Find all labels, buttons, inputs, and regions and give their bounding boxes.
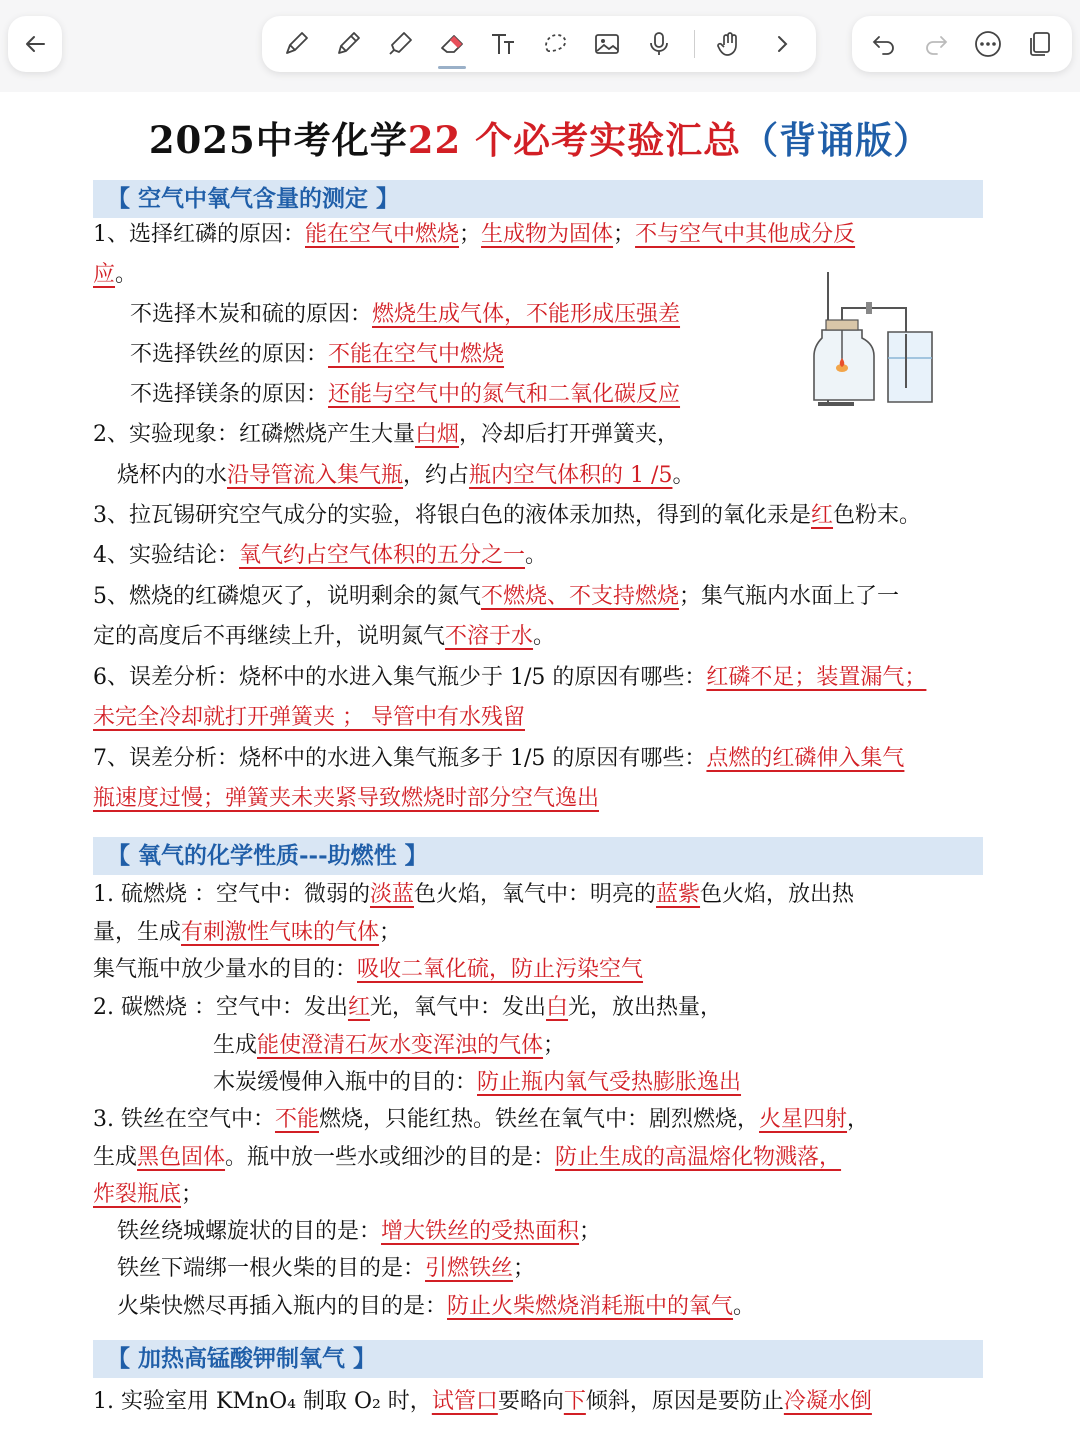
- answer-blank: 白烟: [415, 422, 460, 447]
- answer-blank: 试管口: [431, 1389, 498, 1414]
- answer-blank: 蓝紫: [656, 882, 701, 907]
- answer-blank: 下: [563, 1389, 586, 1414]
- text-segment: 。: [525, 543, 548, 568]
- text-line: [213, 1068, 741, 1098]
- pencil-icon[interactable]: [331, 27, 365, 61]
- text-segment: ；: [543, 1033, 566, 1058]
- text-tool-icon[interactable]: [487, 27, 521, 61]
- text-segment: ；: [513, 1256, 536, 1281]
- text-segment: 2、实验现象：红磷燃烧产生大量: [93, 422, 415, 447]
- lasso-icon[interactable]: [538, 27, 572, 61]
- answer-blank: 不溶于水: [445, 624, 534, 649]
- answer-blank: 未完全冷却就打开弹簧夹 ； 导管中有水残留: [93, 705, 525, 730]
- text-segment: 3. 铁丝在空气中：: [93, 1107, 275, 1132]
- text-segment: 。: [533, 624, 556, 649]
- pen-icon[interactable]: [279, 27, 313, 61]
- text-line: [93, 1105, 869, 1135]
- text-segment: 色火焰，放出热: [700, 882, 855, 907]
- text-segment: ；: [181, 1182, 204, 1207]
- answer-blank: 吸收二氧化硫，防止污染空气: [357, 957, 644, 982]
- text-line: [93, 622, 555, 652]
- text-line: [117, 1217, 601, 1247]
- text-line: [93, 1143, 841, 1173]
- answer-blank: 白: [546, 995, 569, 1020]
- answer-blank: 淡蓝: [369, 882, 414, 907]
- text-segment: 不选择木炭和硫的原因：: [130, 302, 373, 327]
- text-segment: 。: [733, 1294, 756, 1319]
- title-part-red: 22 个必考实验汇总: [407, 118, 742, 162]
- arrow-left-icon: [18, 27, 52, 61]
- answer-blank: 炸裂瓶底: [93, 1182, 182, 1207]
- text-segment: 集气瓶中放少量水的目的：: [93, 957, 358, 982]
- answer-blank: 防止火柴燃烧消耗瓶中的氧气: [447, 1294, 734, 1319]
- eraser-icon[interactable]: [435, 27, 469, 61]
- text-segment: 木炭缓慢伸入瓶中的目的：: [213, 1070, 478, 1095]
- text-line: [93, 663, 926, 693]
- text-segment: 5、燃烧的红磷熄灭了，说明剩余的氮气: [93, 584, 481, 609]
- text-segment: ；集气瓶内水面上了一: [679, 584, 900, 609]
- answer-blank: 不燃烧、不支持燃烧: [481, 584, 680, 609]
- text-line: [117, 1292, 755, 1322]
- text-segment: 6、误差分析：烧杯中的水进入集气瓶少于 1/5 的原因有哪些：: [93, 665, 707, 690]
- toolbar-divider: [694, 30, 695, 58]
- image-icon[interactable]: [590, 27, 624, 61]
- answer-blank: 能使澄清石灰水变浑浊的气体: [257, 1033, 544, 1058]
- text-segment: 7、误差分析：烧杯中的水进入集气瓶多于 1/5 的原因有哪些：: [93, 746, 707, 771]
- section-heading-kmno4: 【 加热高锰酸钾制氧气 】: [93, 1340, 983, 1378]
- text-segment: 1、选择红磷的原因：: [93, 222, 305, 247]
- text-line: [93, 918, 401, 948]
- answer-blank: 有刺激性气味的气体: [181, 920, 380, 945]
- text-segment: 倾斜，原因是要防止: [585, 1389, 784, 1414]
- text-line: [93, 784, 599, 814]
- text-line: [93, 744, 904, 774]
- highlighter-icon[interactable]: [383, 27, 417, 61]
- text-segment: 不选择镁条的原因：: [130, 382, 329, 407]
- text-segment: ，: [847, 1107, 870, 1132]
- text-segment: 定的高度后不再继续上升，说明氮气: [93, 624, 446, 649]
- answer-blank: 还能与空气中的氮气和二氧化碳反应: [328, 382, 681, 407]
- text-segment: 2. 碳燃烧 ：空气中：发出: [93, 995, 348, 1020]
- text-segment: 。: [115, 262, 138, 287]
- answer-blank: 沿导管流入集气瓶: [227, 463, 404, 488]
- chevron-right-icon[interactable]: [765, 27, 799, 61]
- text-segment: ；: [613, 222, 636, 247]
- text-segment: 不选择铁丝的原因：: [130, 342, 329, 367]
- apparatus-diagram: [800, 268, 940, 408]
- page-title: [0, 110, 1080, 164]
- undo-icon[interactable]: [867, 27, 901, 61]
- text-segment: 色粉末。: [833, 503, 922, 528]
- actions-bar: [852, 16, 1072, 72]
- text-segment: 生成: [93, 1145, 138, 1170]
- text-segment: 铁丝绕城螺旋状的目的是：: [117, 1219, 382, 1244]
- text-segment: ，冷却后打开弹簧夹，: [459, 422, 680, 447]
- answer-blank: 红磷不足；装置漏气；: [706, 665, 927, 690]
- text-segment: 1. 实验室用 KMnO₄ 制取 O₂ 时，: [93, 1389, 432, 1414]
- text-line: [93, 1180, 203, 1210]
- text-line: [93, 955, 643, 985]
- answer-blank: 冷凝水倒: [783, 1389, 872, 1414]
- answer-blank: 增大铁丝的受热面积: [381, 1219, 580, 1244]
- text-segment: 光，氧气中：发出: [370, 995, 547, 1020]
- answer-blank: 火星四射: [759, 1107, 848, 1132]
- text-line: [93, 993, 722, 1023]
- back-button[interactable]: [8, 16, 62, 72]
- answer-blank: 防止瓶内氧气受热膨胀逸出: [477, 1070, 742, 1095]
- answer-blank: 不能: [274, 1107, 319, 1132]
- text-line: [93, 1387, 872, 1417]
- text-line: [130, 340, 504, 370]
- text-segment: 。瓶中放一些水或细沙的目的是：: [225, 1145, 556, 1170]
- text-segment: 烧杯内的水: [117, 463, 228, 488]
- text-line: [93, 541, 547, 571]
- answer-blank: 不能在空气中燃烧: [328, 342, 505, 367]
- text-segment: 铁丝下端绑一根火柴的目的是：: [117, 1256, 426, 1281]
- text-line: [93, 582, 899, 612]
- redo-icon[interactable]: [919, 27, 953, 61]
- section-heading-oxygen-content: 【 空气中氧气含量的测定 】: [93, 180, 983, 218]
- section-heading-oxygen-properties: 【 氧气的化学性质---助燃性 】: [93, 837, 983, 875]
- answer-blank: 黑色固体: [137, 1145, 226, 1170]
- text-segment: ；: [579, 1219, 602, 1244]
- answer-blank: 瓶内空气体积的 1 /5: [469, 463, 673, 488]
- text-line: [93, 703, 525, 733]
- text-segment: 量，生成: [93, 920, 182, 945]
- title-part-black: 2025中考化学: [148, 118, 408, 162]
- microphone-icon[interactable]: [642, 27, 676, 61]
- text-line: [93, 260, 137, 290]
- note-page[interactable]: [0, 92, 1080, 1440]
- pages-icon[interactable]: [1023, 27, 1057, 61]
- tools-bar: [262, 16, 816, 72]
- text-segment: 光，放出热量，: [568, 995, 723, 1020]
- text-line: [93, 420, 679, 450]
- text-line: [93, 880, 854, 910]
- more-icon[interactable]: [971, 27, 1005, 61]
- text-segment: 1. 硫燃烧 ：空气中：微弱的: [93, 882, 370, 907]
- answer-blank: 燃烧生成气体，不能形成压强差: [372, 302, 681, 327]
- answer-blank: 点燃的红磷伸入集气: [706, 746, 905, 771]
- text-segment: 。: [672, 463, 695, 488]
- text-segment: 4、实验结论：: [93, 543, 239, 568]
- text-segment: ；: [379, 920, 402, 945]
- answer-blank: 瓶速度过慢；弹簧夹未夹紧导致燃烧时部分空气逸出: [93, 786, 600, 811]
- text-segment: 火柴快燃尽再插入瓶内的目的是：: [117, 1294, 448, 1319]
- text-line: [93, 501, 921, 531]
- text-segment: 燃烧，只能红热。铁丝在氧气中：剧烈燃烧，: [319, 1107, 760, 1132]
- answer-blank: 红: [811, 503, 834, 528]
- answer-blank: 不与空气中其他成分反: [635, 222, 856, 247]
- text-segment: ；: [459, 222, 482, 247]
- title-part-blue: （背诵版）: [741, 118, 932, 162]
- text-line: [117, 461, 694, 491]
- text-line: [130, 380, 680, 410]
- text-segment: 3、拉瓦锡研究空气成分的实验，将银白色的液体汞加热，得到的氧化汞是: [93, 503, 811, 528]
- text-segment: 要略向: [497, 1389, 564, 1414]
- answer-blank: 生成物为固体: [481, 222, 614, 247]
- text-line: [130, 300, 680, 330]
- text-line: [213, 1031, 565, 1061]
- hand-icon[interactable]: [713, 27, 747, 61]
- text-line: [117, 1254, 535, 1284]
- text-line: [93, 220, 855, 250]
- answer-blank: 氧气约占空气体积的五分之一: [239, 543, 526, 568]
- text-segment: 生成: [213, 1033, 258, 1058]
- answer-blank: 红: [347, 995, 370, 1020]
- toolbar: [0, 0, 1080, 92]
- answer-blank: 防止生成的高温熔化物溅落，: [555, 1145, 842, 1170]
- answer-blank: 能在空气中燃烧: [305, 222, 460, 247]
- answer-blank: 引燃铁丝: [425, 1256, 514, 1281]
- text-segment: ，约占: [403, 463, 470, 488]
- answer-blank: 应: [93, 262, 116, 287]
- text-segment: 色火焰，氧气中：明亮的: [414, 882, 657, 907]
